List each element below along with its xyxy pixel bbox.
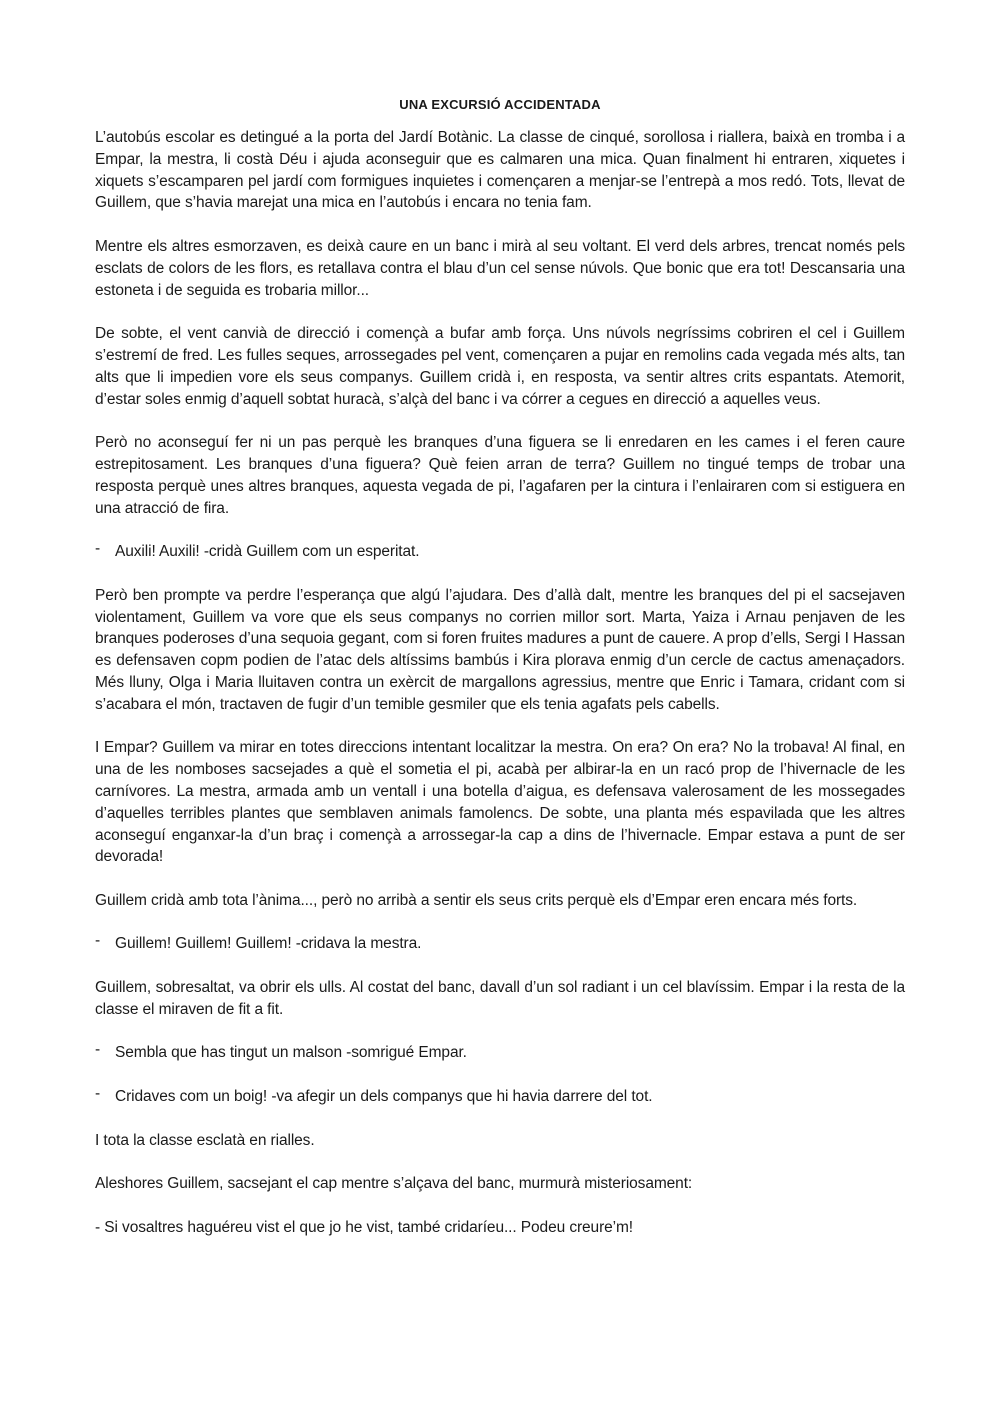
dialogue-line-2 bbox=[95, 933, 905, 955]
paragraph-7: Guillem cridà amb tota l’ànima..., però no arribà a sentir els seus crits perquè els d’Empar eren encara més forts. bbox=[95, 891, 858, 909]
paragraph-8: Guillem, sobresaltat, va obrir els ulls. Al costat del banc, davall d’un sol radiant i un cel blavíssim. Empar i la resta de la classe el miraven de fit a fit. bbox=[95, 979, 905, 1018]
paragraph-3: De sobte, el vent canvià de direcció i començà a bufar amb força. Uns núvols negríssims cobriren el cel i Guillem s’estremí de fred. Les fulles seques, arrossegades pel vent, començaren a pujar en remolins cada vegada més alts, tan alts que li impedien vore els seus companys. Guillem cridà i, en resposta, va sentir altres crits espantats. Atemorit, d’estar soles enmig d’aquell sobtat huracà, s’alçà del banc i va córrer a cegues en direcció a aquelles veus. bbox=[95, 325, 905, 408]
dialogue-text: Auxili! Auxili! -cridà Guillem com un esperitat. bbox=[115, 543, 420, 561]
document-title: UNA EXCURSIÓ ACCIDENTADA bbox=[399, 97, 601, 112]
dialogue-line-1 bbox=[95, 541, 905, 563]
dash-mark: - bbox=[95, 1085, 101, 1103]
paragraph-10: Aleshores Guillem, sacsejant el cap mentre s’alçava del banc, murmurà misteriosament: bbox=[95, 1175, 693, 1193]
dialogue-text: Guillem! Guillem! Guillem! -cridava la mestra. bbox=[115, 935, 422, 953]
paragraph-11: - Si vosaltres haguéreu vist el que jo he vist, també cridaríeu... Podeu creure’m! bbox=[95, 1218, 634, 1236]
document-page bbox=[95, 95, 905, 1260]
dash-mark: - bbox=[95, 932, 101, 950]
paragraph-1: L’autobús escolar es detingué a la porta del Jardí Botànic. La classe de cinqué, sorollosa i riallera, baixà en tromba i a Empar, la mestra, li costà Déu i ajuda aconseguir que es calmaren una mica. Quan finalment hi entraren, xiquetes i xiquets s’escamparen pel jardí com formigues inquietes i començaren a menjar-se l’entrepà a mos redó. Tots, llevat de Guillem, que s’havia marejat una mica en l’autobús i encara no tenia fam. bbox=[95, 129, 905, 212]
paragraph-2: Mentre els altres esmorzaven, es deixà caure en un banc i mirà al seu voltant. El verd dels arbres, trencat només pels esclats de colors de les flors, es retallava contra el blau d’un cel sense núvols. Que bonic que era tot! Descansaria una estoneta i de seguida es trobaria millor... bbox=[95, 237, 905, 299]
paragraph-9: I tota la classe esclatà en rialles. bbox=[95, 1131, 315, 1149]
dash-mark: - bbox=[95, 540, 101, 558]
dialogue-line-3 bbox=[95, 1042, 905, 1064]
dialogue-text: Sembla que has tingut un malson -somrigué Empar. bbox=[115, 1044, 467, 1062]
paragraph-5: Però ben prompte va perdre l’esperança que algú l’ajudara. Des d’allà dalt, mentre les branques del pi el sacsejaven violentament, Guillem va vore que els seus companys no corrien millor sort. Marta, Yaiza i Arnau penjaven de les branques poderoses d’una sequoia gegant, com si foren fruites madures a punt de cauere. A prop d’ells, Sergi I Hassan es defensaven copm podien de l’atac dels altíssims bambús i Kira plorava enmig d’un cercle de cactus amenaçadors. Més lluny, Olga i Maria lluitaven contra un exèrcit de margallons agressius, mentre que Enric i Tamara, cridant com si s’acabara el món, tractaven de fugir d’un temible gesmiler que els tenia agafats pels cabells. bbox=[95, 586, 905, 713]
paragraph-4: Però no aconseguí fer ni un pas perquè les branques d’una figuera se li enredaren en les cames i el feren caure estrepitosament. Les branques d’una figuera? Què feien arran de terra? Guillem no tingué temps de trobar una resposta perquè unes altres branques, aquesta vegada de pi, l’agafaren per la cintura i l’enlairaren com si estiguera en una atracció de fira. bbox=[95, 434, 905, 517]
dash-mark: - bbox=[95, 1041, 101, 1059]
paragraph-6: I Empar? Guillem va mirar en totes direccions intentant localitzar la mestra. On era? On era? No la trobava! Al final, en una de les nomboses sacsejades a què el sometia el pi, acabà per albirar-la en un racó prop de l’hivernacle de les carnívores. La mestra, armada amb un ventall i una botella d’aigua, es defensava valerosament de les mossegades d’aquelles terribles plantes que semblaven animals famolencs. De sobte, una planta més espavilada que les altres aconseguí enganxar-la d’un braç i començà a arrossegar-la cap a dins de l’hivernacle. Empar estava a punt de ser devorada! bbox=[95, 739, 905, 866]
dialogue-text: Cridaves com un boig! -va afegir un dels companys que hi havia darrere del tot. bbox=[115, 1088, 653, 1106]
dialogue-line-4 bbox=[95, 1086, 905, 1108]
